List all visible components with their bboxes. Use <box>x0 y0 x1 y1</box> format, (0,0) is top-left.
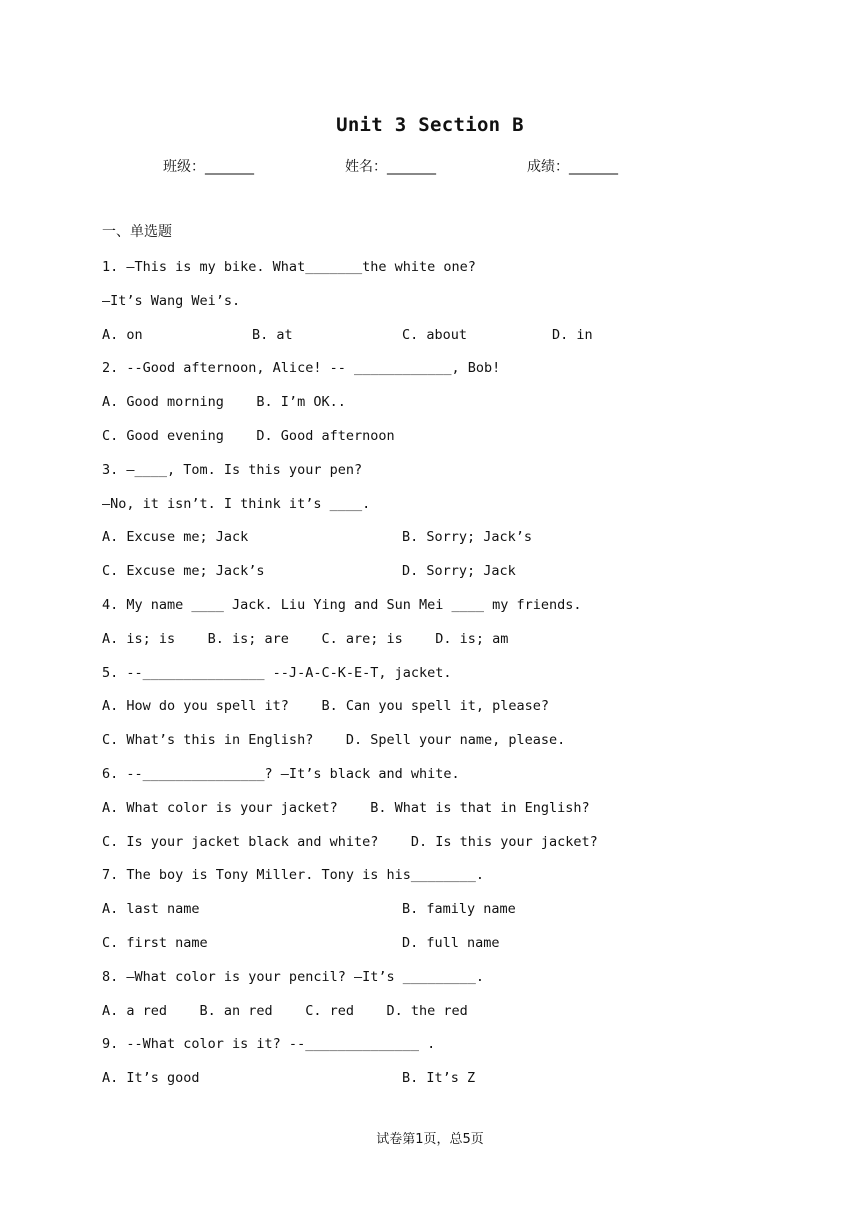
question-5-stem: 5. --_______________ --J-A-C-K-E-T, jacket. <box>102 665 452 681</box>
name-field: 姓名：_______ <box>345 159 436 175</box>
question-8-options-row-1: A. a red B. an red C. red D. the red <box>102 1003 468 1019</box>
question-4-options-row-1: A. is; is B. is; are C. are; is D. is; am <box>102 631 509 647</box>
question-7-option-c: C. first name <box>102 935 208 951</box>
question-3-option-a: A. Excuse me; Jack <box>102 529 249 545</box>
question-2-options-row-1: A. Good morning B. I’m OK.. <box>102 394 346 410</box>
question-6-options-row-1: A. What color is your jacket? B. What is that in English? <box>102 800 590 816</box>
question-2-stem: 2. --Good afternoon, Alice! -- ____________, Bob! <box>102 360 501 376</box>
question-1-option-d: D. in <box>552 327 593 343</box>
question-3-option-d: D. Sorry; Jack <box>402 563 516 579</box>
question-7-option-a: A. last name <box>102 901 200 917</box>
score-field: 成绩：_______ <box>527 159 618 175</box>
page-footer: 试卷第1页，总5页 <box>376 1132 484 1147</box>
question-2-options-row-2: C. Good evening D. Good afternoon <box>102 428 395 444</box>
question-9-stem: 9. --What color is it? --______________ . <box>102 1036 436 1052</box>
question-3-option-c: C. Excuse me; Jack’s <box>102 563 265 579</box>
question-1-option-c: C. about <box>402 327 468 343</box>
document-title: Unit 3 Section B <box>336 114 524 136</box>
question-7-option-b: B. family name <box>402 901 516 917</box>
question-3-stem: 3. —____, Tom. Is this your pen? <box>102 462 363 478</box>
question-1-stem: 1. —This is my bike. What_______the white one? <box>102 259 476 275</box>
question-5-options-row-2: C. What’s this in English? D. Spell your name, please. <box>102 732 566 748</box>
question-1-option-b: B. at <box>252 327 293 343</box>
question-3-option-b: B. Sorry; Jack’s <box>402 529 533 545</box>
question-9-option-a: A. It’s good <box>102 1070 200 1086</box>
question-3-reply: —No, it isn’t. I think it’s ____. <box>102 496 371 512</box>
question-9-option-b: B. It’s Z <box>402 1070 476 1086</box>
section-heading: 一、单选题 <box>102 224 172 240</box>
question-6-stem: 6. --_______________? –It’s black and white. <box>102 766 460 782</box>
question-7-option-d: D. full name <box>402 935 500 951</box>
class-field: 班级：_______ <box>163 159 254 175</box>
question-5-options-row-1: A. How do you spell it? B. Can you spell it, please? <box>102 698 550 714</box>
question-1-option-a: A. on <box>102 327 143 343</box>
question-8-stem: 8. –What color is your pencil? –It’s _________. <box>102 969 485 985</box>
question-6-options-row-2: C. Is your jacket black and white? D. Is this your jacket? <box>102 834 598 850</box>
question-7-stem: 7. The boy is Tony Miller. Tony is his________. <box>102 867 485 883</box>
question-4-stem: 4. My name ____ Jack. Liu Ying and Sun Mei ____ my friends. <box>102 597 582 613</box>
question-1-reply: —It’s Wang Wei’s. <box>102 293 241 309</box>
